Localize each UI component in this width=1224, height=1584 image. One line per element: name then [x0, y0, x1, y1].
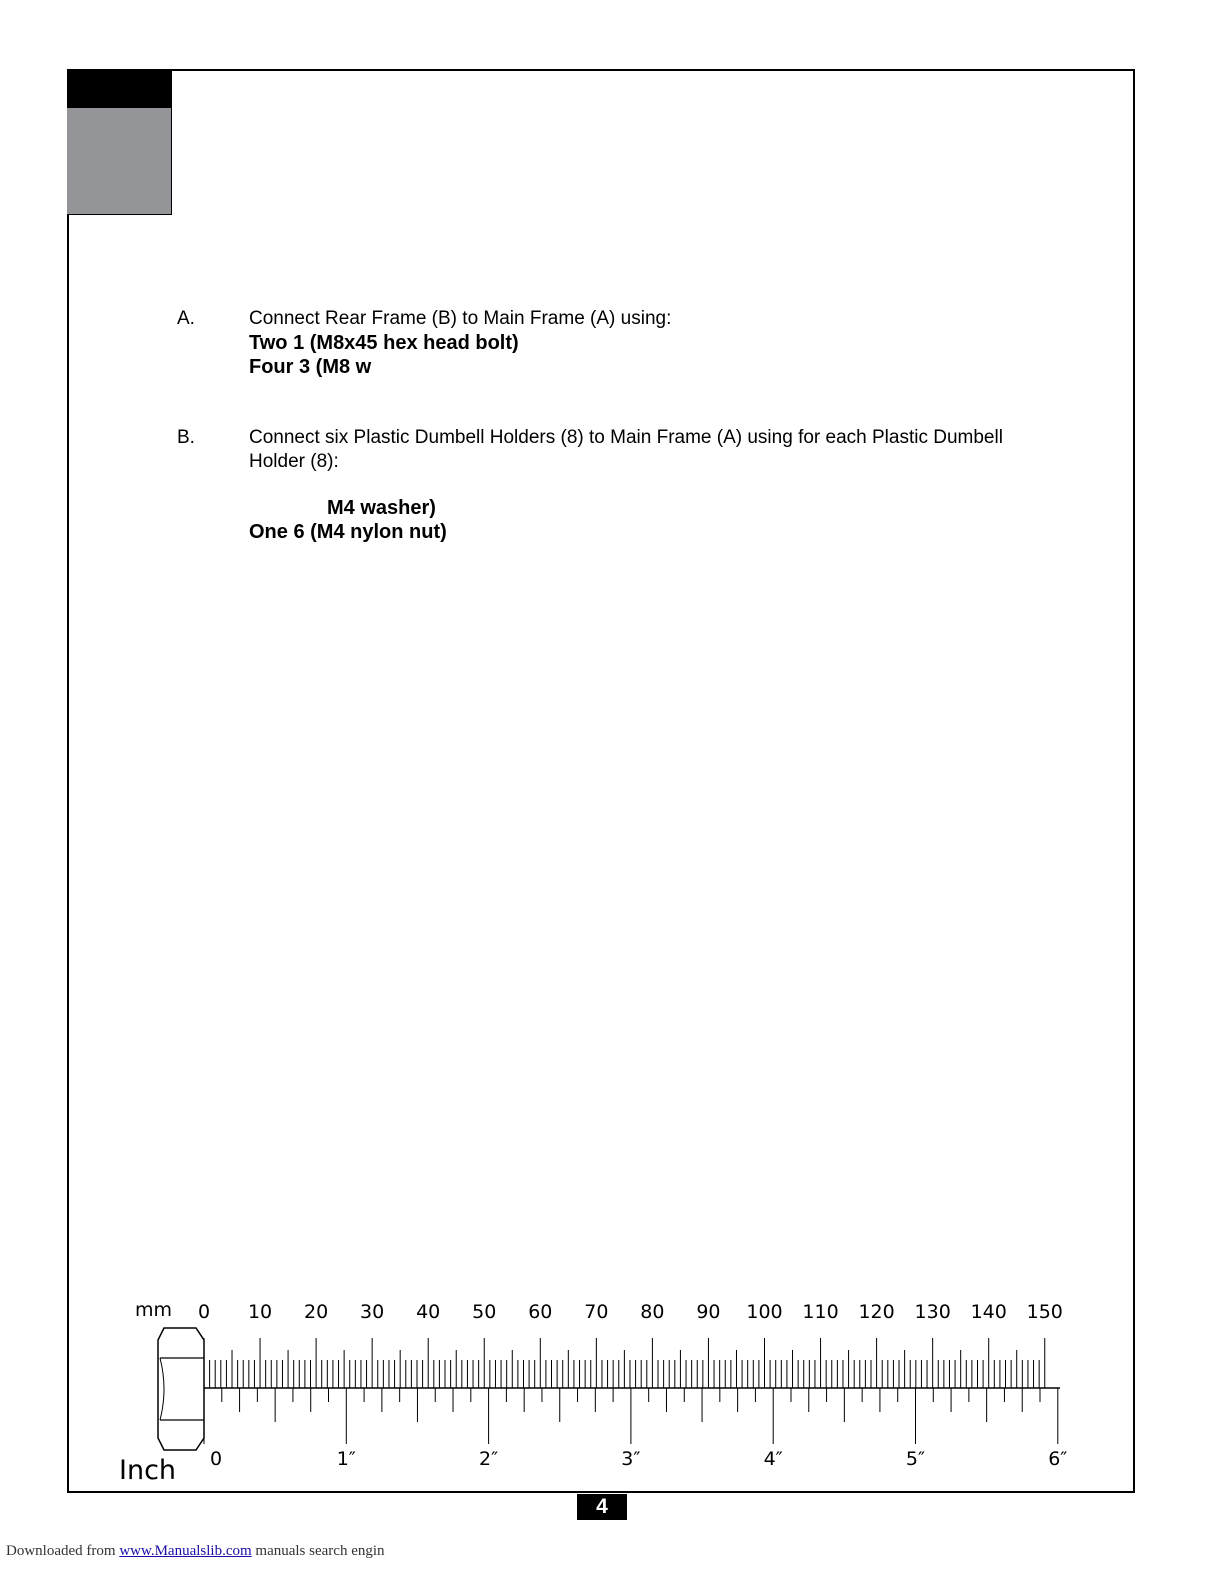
inch-tick-label: 1″: [336, 1448, 356, 1470]
step-b: [249, 426, 1003, 474]
mm-tick-label: 50: [472, 1301, 497, 1323]
footer: [6, 1543, 385, 1560]
footer-suffix: manuals search engin: [251, 1543, 385, 1559]
step-a-bold-2: Four 3 (M8 w: [249, 356, 372, 378]
step-b-bold-1: M4 washer): [327, 497, 436, 519]
mm-tick-label: 30: [360, 1301, 385, 1323]
step-a: [249, 307, 671, 379]
mm-tick-label: 70: [584, 1301, 609, 1323]
step-b-bold-2: One 6 (M4 nylon nut): [249, 521, 447, 543]
step-a-bold-1: Two 1 (M8x45 hex head bolt): [249, 332, 519, 354]
footer-prefix: Downloaded from: [6, 1543, 120, 1559]
mm-tick-label: 20: [304, 1301, 329, 1323]
mm-tick-label: 110: [802, 1301, 839, 1323]
mm-tick-label: 60: [528, 1301, 553, 1323]
step-b-letter: B.: [177, 427, 195, 448]
mm-tick-label: 10: [247, 1301, 273, 1323]
inch-tick-label: 5″: [905, 1448, 926, 1470]
page-number: 4: [577, 1494, 627, 1520]
mm-tick-label: 90: [696, 1301, 721, 1323]
inch-tick-label: 6″: [1048, 1448, 1068, 1470]
mm-tick-label: 80: [640, 1301, 665, 1323]
mm-tick-label: 100: [746, 1301, 783, 1323]
step-b-text: Connect six Plastic Dumbell Holders (8) to Main Frame (A) using for each Plastic Dumbell: [249, 427, 1003, 448]
ruler-inch-label: Inch: [119, 1455, 177, 1486]
inch-tick-label: 0: [209, 1448, 223, 1470]
mm-tick-label: 140: [970, 1301, 1007, 1323]
manualslib-link[interactable]: www.Manualslib.com: [119, 1543, 252, 1559]
step-b-text-2: Holder (8):: [249, 451, 339, 472]
step-a-text: Connect Rear Frame (B) to Main Frame (A) using:: [249, 308, 672, 329]
inch-tick-label: 2″: [479, 1448, 499, 1470]
mm-tick-label: 130: [914, 1301, 951, 1323]
page-frame: [67, 69, 1135, 1493]
mm-tick-label: 120: [858, 1301, 895, 1323]
section-tab-black: [67, 69, 172, 108]
inch-tick-label: 4″: [763, 1448, 783, 1470]
mm-tick-label: 0: [197, 1301, 211, 1323]
ruler-mm-label: mm: [135, 1299, 173, 1321]
inch-tick-label: 3″: [621, 1448, 641, 1470]
bolt-head-icon: [158, 1328, 204, 1450]
mm-tick-label: 150: [1026, 1301, 1063, 1323]
step-a-letter: A.: [177, 308, 195, 329]
section-tab-gray: [67, 108, 172, 215]
mm-tick-label: 40: [416, 1301, 441, 1323]
measurement-ruler: [0, 1290, 1224, 1490]
